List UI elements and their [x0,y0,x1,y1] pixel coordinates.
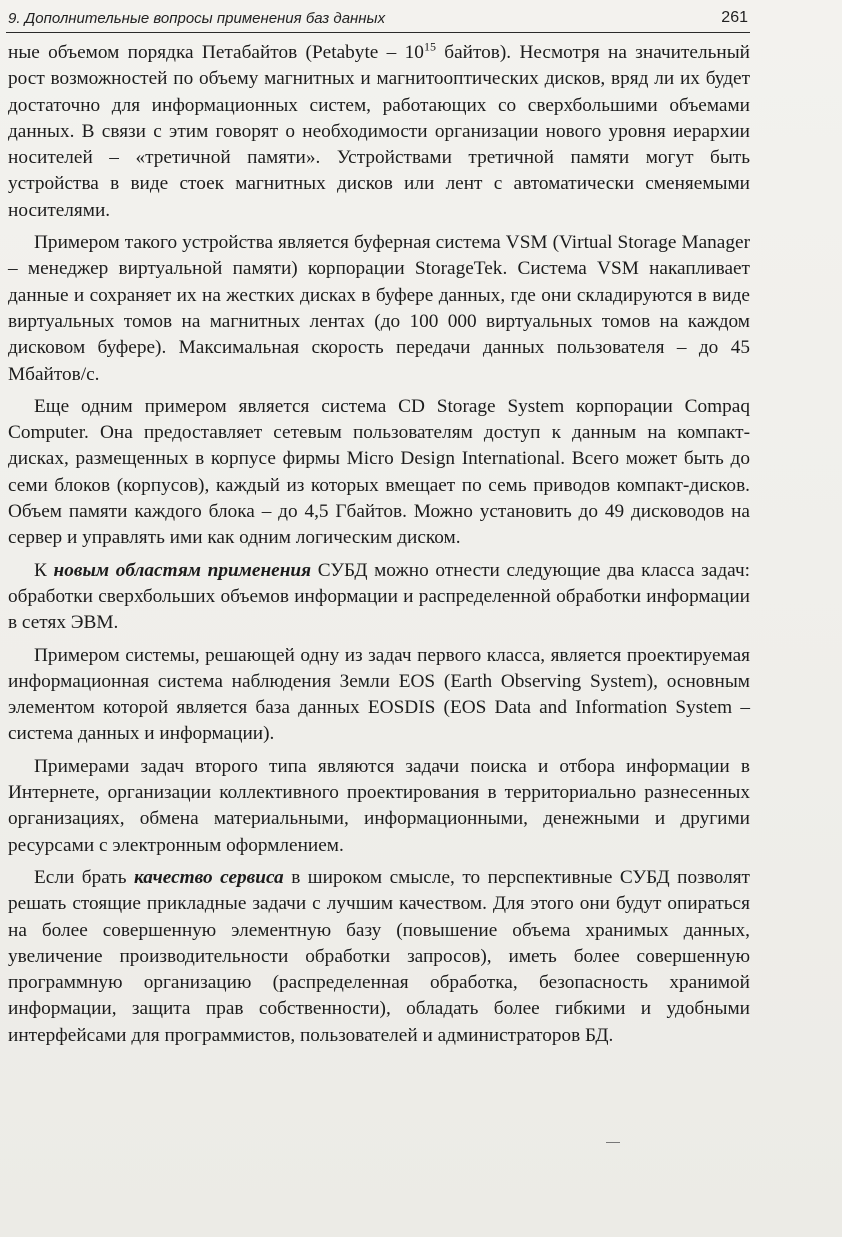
paragraph-7-start: Если брать [34,866,134,888]
paragraph-3: Еще одним примером является система CD Storage System корпорации Compaq Computer. Она предоставляет сетевым пользователям доступ к данным на компакт-дисках, размещенных в корпусе фирмы Micro Design International. Всего может быть до семи блоков (корпусов), каждый из которых вмещает по семь приводов компакт-дисков. Объем памяти каждого блока – до 4,5 Гбайтов. Можно установить до 49 дисководов на сервер и управлять ими как одним логическим диском. [8,395,750,549]
paragraph-6: Примерами задач второго типа являются задачи поиска и отбора информации в Интернете, организации коллективного проектирования в территориально разнесенных организациях, обмена материальными, информационными, денежными и другими ресурсами с электронным оформлением. [8,755,750,856]
print-mark [606,1142,620,1143]
paragraph-5: Примером системы, решающей одну из задач первого класса, является проектируемая информационная система наблюдения Земли EOS (Earth Observing System), основным элементом которой является база данных EOSDIS (EOS Data and Information System – система данных и информации). [8,644,750,745]
paragraph-1-rest: байтов). Несмотря на значительный рост возможностей по объему магнитных и магнитооптических дисков, вряд ли их будет достаточно для информационных систем, работающих со сверхбольшими объемами данных. В связи с этим говорят о необходимости организации нового уровня иерархии носителей – «третичной памяти». Устройствами третичной памяти могут быть устройства в виде стоек магнитных дисков или лент с автоматически сменяемыми носителями. [8,42,750,221]
page-number: 261 [721,9,748,26]
paragraph-4-rest: СУБД можно отнести следующие два класса задач: обработки сверхбольших объемов информации и распределенной обработки информации в сетях ЭВМ. [8,559,750,634]
paragraph-7-rest: в широком смысле, то перспективные СУБД позволят решать стоящие прикладные задачи с лучшим качеством. Для этого они будут опираться на более совершенную элементную базу (повышение объема хранимых данных, увеличение производительности обработки запросов), иметь более совершенную программную организацию (распределенная обработка, безопасность хранимой информации, защита прав собственности), обладать более гибкими и удобными интерфейсами для программистов, пользователей и администраторов БД. [8,866,750,1046]
chapter-title: 9. Дополнительные вопросы применения баз данных [8,10,386,27]
paragraph-1-text: ные объемом порядка Петабайтов (Petabyte – 10 [8,42,424,63]
exponent: 15 [423,39,436,54]
running-header [6,8,750,33]
paragraph-2: Примером такого устройства является буферная система VSM (Virtual Storage Manager – менеджер виртуальной памяти) корпорации StorageTek. Система VSM накапливает данные и сохраняет их на жестких дисках в буфере данных, где они складируются в виде виртуальных томов на магнитных лентах (до 100 000 виртуальных томов на каждом дисковом буфере). Максимальная скорость передачи данных пользователя – до 45 Мбайтов/с. [8,232,750,385]
paragraph-7 [8,865,750,1049]
paragraph-1 [8,40,750,224]
body-text [8,40,750,1055]
paragraph-4 [8,558,750,637]
paragraph-4-start: К [34,559,54,581]
emphasis-new-areas: новым областям применения [53,559,312,581]
emphasis-service-quality: качество сервиса [134,866,284,888]
